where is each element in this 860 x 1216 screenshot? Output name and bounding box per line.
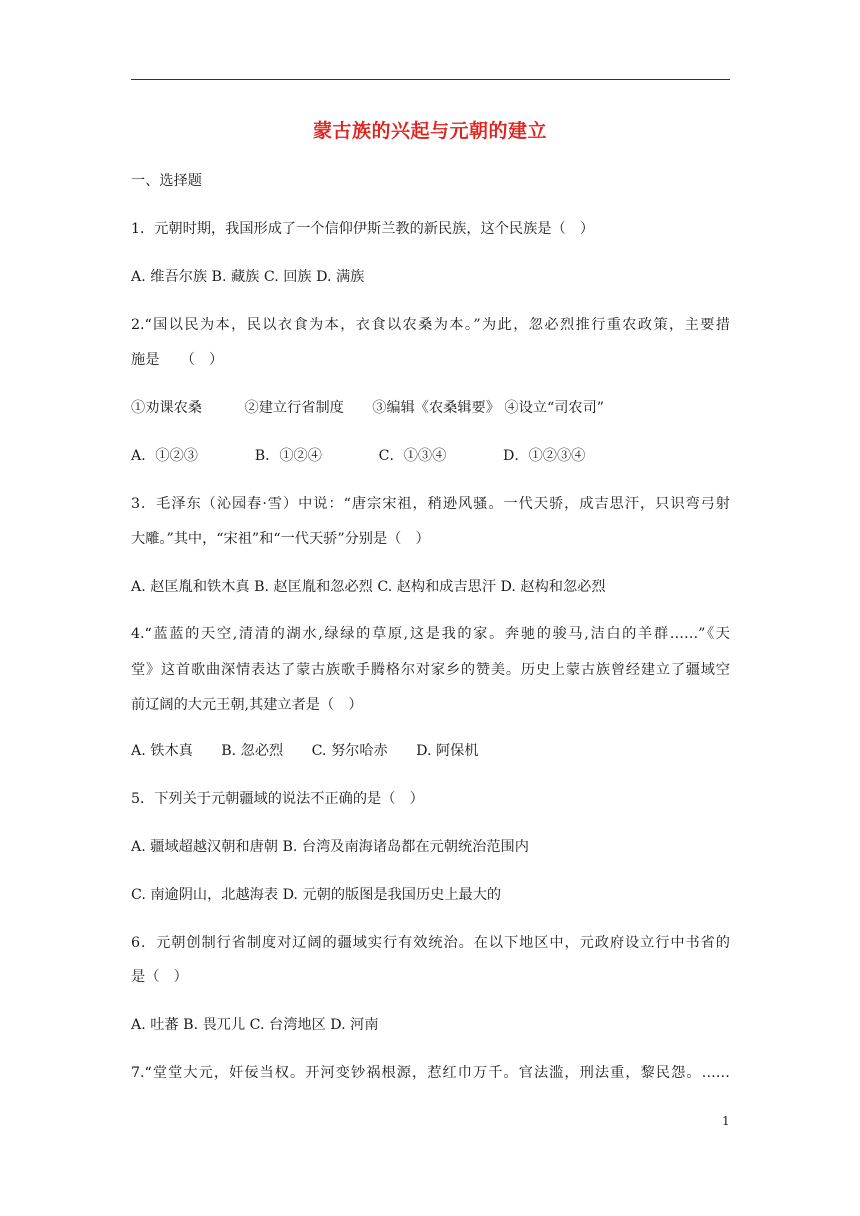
question-2-stem-line-2: 施是 （ ） <box>131 352 224 368</box>
question-7-stem-line-1: 7.“堂堂大元，奸佞当权。开河变钞祸根源，惹红巾万千。官法滥，刑法重，黎民怨。…… <box>131 1065 730 1081</box>
question-3-options: A. 赵匡胤和铁木真 B. 赵匡胤和忽必烈 C. 赵构和成吉思汗 D. 赵构和忽必烈 <box>131 579 606 595</box>
question-5-options-line-2: C. 南逾阴山，北越海表 D. 元朝的版图是我国历史上最大的 <box>131 887 502 903</box>
question-5-options-line-1: A. 疆域超越汉朝和唐朝 B. 台湾及南海诸岛都在元朝统治范围内 <box>131 839 529 855</box>
question-1-options: A. 维吾尔族 B. 藏族 C. 回族 D. 满族 <box>131 269 365 285</box>
question-1-stem: 1．元朝时期，我国形成了一个信仰伊斯兰教的新民族，这个民族是（ ） <box>131 221 595 237</box>
question-3-stem-line-2: 大雕。”其中，“宋祖”和“一代天骄”分别是（ ） <box>131 531 430 547</box>
question-6-options: A. 吐蕃 B. 畏兀儿 C. 台湾地区 D. 河南 <box>131 1017 379 1033</box>
question-2-options: A．①②③ B．①②④ C．①③④ D．①②③④ <box>131 448 586 464</box>
document-title: 蒙古族的兴起与元朝的建立 <box>312 120 547 142</box>
question-4-stem-line-3: 前辽阔的大元王朝,其建立者是（ ） <box>131 697 363 713</box>
question-6-stem-line-2: 是（ ） <box>131 969 188 985</box>
question-6-stem-line-1: 6．元朝创制行省制度对辽阔的疆域实行有效统治。在以下地区中，元政府设立行中书省的 <box>131 935 730 951</box>
question-4-stem-line-2: 堂》这首歌曲深情表达了蒙古族歌手腾格尔对家乡的赞美。历史上蒙古族曾经建立了疆域空 <box>131 662 730 678</box>
question-2-items: ①劝课农桑 ②建立行省制度 ③编辑《农桑辑要》 ④设立“司农司” <box>131 400 605 416</box>
page-number: 1 <box>722 1114 730 1128</box>
question-3-stem-line-1: 3．毛泽东（沁园春·雪）中说：“唐宗宋祖，稍逊风骚。一代天骄，成吉思汗，只识弯弓射 <box>131 496 730 512</box>
header-rule <box>131 79 730 80</box>
question-4-options: A. 铁木真 B. 忽必烈 C. 努尔哈赤 D. 阿保机 <box>131 743 479 759</box>
question-4-stem-line-1: 4.“蓝蓝的天空,清清的湖水,绿绿的草原,这是我的家。奔驰的骏马,洁白的羊群……”《天 <box>131 626 730 642</box>
section-heading: 一、选择题 <box>131 173 202 189</box>
question-5-stem: 5．下列关于元朝疆域的说法不正确的是（ ） <box>131 791 424 807</box>
question-2-stem-line-1: 2.“国以民为本，民以衣食为本，衣食以农桑为本。”为此，忽必烈推行重农政策，主要措 <box>131 317 730 333</box>
